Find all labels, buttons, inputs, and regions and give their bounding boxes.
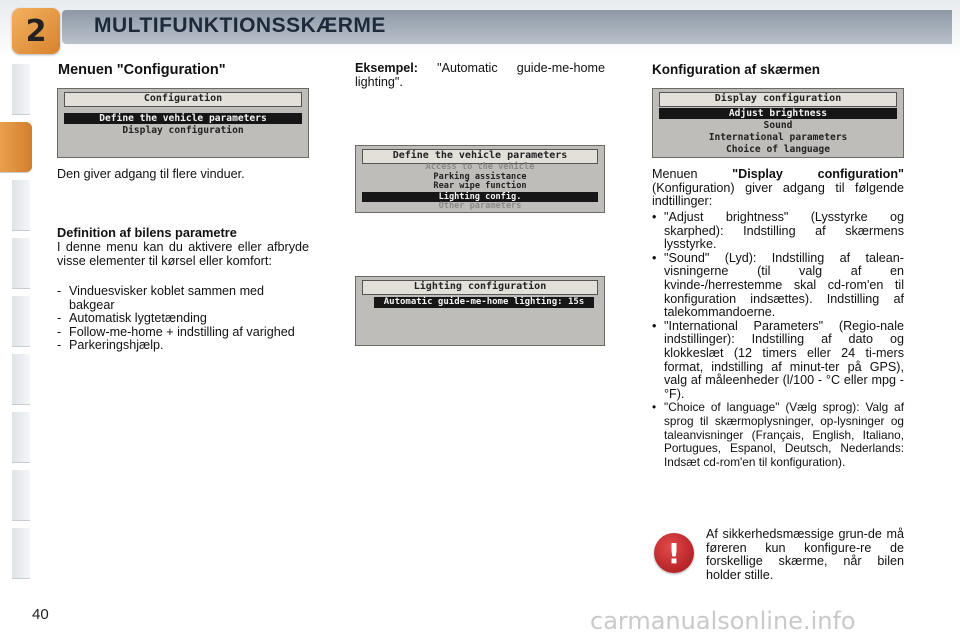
chapter-badge [12,8,60,54]
screen-line: Display configuration [122,125,244,136]
chapter-tab-active[interactable] [0,122,32,173]
screen-line-selected: Define the vehicle parameters [64,113,302,124]
screen-line-selected: Automatic guide-me-home lighting: 15s [374,297,594,308]
screen-line: Sound [763,120,793,131]
screen-title: Display configuration [659,92,897,107]
watermark: carmanualsonline.info [590,607,856,635]
chapter-tabs [0,64,34,576]
screen-line: Choice of language [726,144,830,155]
display-config-screen [652,88,904,158]
screen-line: Access to the vehicle [425,162,535,172]
list-item: • "Adjust brightness" (Lysstyrke og skarphed): Indstilling af skærmens lysstyrke. [652,211,904,252]
chapter-tab[interactable] [12,64,30,115]
page-title: MULTIFUNKTIONSSKÆRME [94,14,386,37]
intro-prefix: Menuen [652,167,698,181]
screen-line: International parameters [708,132,848,143]
chapter-tab[interactable] [12,412,30,463]
list-item: - Follow-me-home + indstilling af varighed [57,326,309,340]
list-item: • "International Parameters" (Regio-nale indstillinger): Indstilling af dato og klokkeslæt (12 timers eller 24 ti-mers format, indstilling af minut-ter på GPS), valg af måleenheder (l/100 - °C eller mpg - °F). [652,320,904,402]
screen-line-selected: Adjust brightness [659,108,897,119]
intro-suffix: (Konfiguration) giver adgang til følgende indtillinger: [652,180,904,209]
example-value: "Automatic guide-me-home lighting". [355,61,606,89]
screen-line: Rear wipe function [433,181,527,191]
vehicle-params-list [57,285,309,353]
vehicle-params-screen [355,145,605,213]
lighting-screen [355,276,605,346]
screen-title: Lighting configuration [362,280,598,295]
vehicle-params-heading: Definition af bilens parametre [57,225,237,240]
chapter-tab[interactable] [12,238,30,289]
screen-line: Parking assistance [433,171,527,182]
page-number: 40 [32,606,49,623]
config-screen [57,88,309,158]
screen-line-selected: Lighting config. [362,192,598,202]
screen-title: Configuration [64,92,302,107]
list-item: • "Sound" (Lyd): Indstilling af talean-visningerne (til valg af en kvinde-/herrestemme skal cd-rom'en til konfiguration indsættes). Indstilling af talekommandoerne. [652,252,904,320]
chapter-tab[interactable] [12,180,30,231]
screen-title: Define the vehicle parameters [362,149,598,164]
display-config-intro [652,168,904,209]
config-description: Den giver adgang til flere vinduer. [57,167,245,181]
chapter-tab[interactable] [12,354,30,405]
display-settings-list [652,211,904,469]
list-item: - Parkeringshjælp. [57,339,309,353]
intro-menu-name: "Display configuration" [732,167,904,181]
chapter-number: 2 [25,13,47,49]
display-config-heading: Konfiguration af skærmen [652,62,821,77]
list-item: - Vinduesvisker koblet sammen med bakgear [57,285,309,312]
chapter-tab[interactable] [12,296,30,347]
vehicle-params-text: I denne menu kan du aktivere eller afbryde visse elementer til kørsel eller komfort: [57,240,309,268]
list-item: - Automatisk lygtetænding [57,312,309,326]
screen-line: Other parameters [438,201,522,211]
chapter-tab[interactable] [12,470,30,521]
warning-text: Af sikkerhedsmæssige grun-de må føreren kun konfigure-re de forskellige skærme, når bilen holder stille. [706,527,904,582]
example-label: Eksempel: [355,61,418,75]
config-menu-heading: Menuen "Configuration" [58,62,226,78]
example-text [355,62,605,89]
chapter-tab[interactable] [12,528,30,579]
warning-icon: ! [654,533,694,573]
list-item: • "Choice of language" (Vælg sprog): Valg af sprog til skærmoplysninger, op-lysninger og taleanvisninger (Français, English, Italiano, Portugues, Espanol, Deutsch, Nederlands: Indsæt cd-rom'en til konfiguration). [652,401,904,469]
